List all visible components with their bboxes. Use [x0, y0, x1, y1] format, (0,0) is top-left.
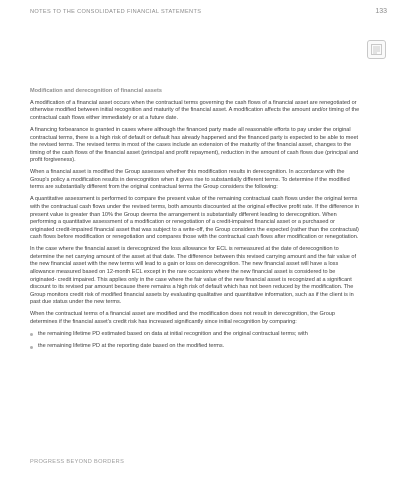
paragraph: In the case where the financial asset is derecognized the loss allowance for ECL is remeasured at the date of derecognition to determine the net carrying amount of the asset at that date. The difference between this revised carrying amount and the fair value of the new financial asset with the new terms will lead to a gain or loss on derecognition. The new financial asset will have a loss allowance measured based on 12-month ECL except in the rare occasions where the new financial asset is considered to be originated- credit impaired. This applies only in the case where the fair value of the new financial asset is recognized at a significant discount to its revised par amount because there remains a high risk of default which has not been reduced by the modification. The Group monitors credit risk of modified financial assets by evaluating qualitative and quantitative information, such as if the client is in past due status under the new terms. — [30, 246, 357, 306]
paragraph: When the contractual terms of a financial asset are modified and the modification does not result in derecognition, the Group determines if the financial asset's credit risk has increased significantly since initial recognition by comparing: — [30, 311, 335, 325]
bullet-icon — [30, 333, 33, 336]
paragraph: A quantitative assessment is performed to compare the present value of the remaining contractual cash flows under the original terms with the contractual cash flows under the revised terms, both amounts discounted at the original effective profit rate. If the difference in present value is greater than 10% the Group deems the arrangement is substantially different leading to derecognition. When performing a quantitative assessment of a modification or renegotiation of a credit-impaired financial asset or a purchased or originated credit-impaired financial asset that was subject to a write-off, the Group considers the expected (rather than the contractual) cash flows before modification or renegotiation and compares those with the contractual cash flows after modification or renegotiation. — [30, 196, 360, 241]
list-item — [30, 343, 360, 351]
paragraph: When a financial asset is modified the Group assesses whether this modification results in derecognition. In accordance with the Group's policy a modification results in derecognition when it gives rise to substantially different terms. To determine if the modified terms are substantially different from the original contractual terms the Group considers the following: — [30, 169, 350, 191]
paragraph: A financing forbearance is granted in cases where although the financed party made all reasonable efforts to pay under the original contractual terms, there is a high risk of default or default has already happened and the financed party is expected to be able to meet the revised terms. The revised terms in most of the cases include an extension of the maturity of the financial asset, changes to the timing of the cash flows of the financial asset (principal and profit repayment), reduction in the amount of cash flows due (principal and profit forgiveness). — [30, 126, 359, 164]
section-heading: Modification and derecognition of financial assets — [30, 88, 162, 94]
bullet-icon — [30, 346, 33, 349]
list-item-text: the remaining lifetime PD at the reporting date based on the modified terms. — [38, 343, 225, 350]
section-body — [30, 88, 360, 356]
bullet-list — [30, 331, 360, 351]
paragraph: A modification of a financial asset occurs when the contractual terms governing the cash flows of a financial asset are renegotiated or otherwise modified between initial recognition and maturity of the financial asset. A modification affects the amount and/or timing of the contractual cash flows either immediately or at a future date. — [30, 99, 360, 122]
running-header: NOTES TO THE CONSOLIDATED FINANCIAL STATEMENTS — [30, 9, 202, 15]
page-number: 133 — [375, 8, 387, 15]
table-of-contents-button[interactable] — [367, 40, 386, 59]
list-item-text: the remaining lifetime PD estimated based on data at initial recognition and the original contractual terms; with — [38, 330, 308, 337]
list-item — [30, 331, 360, 339]
table-of-contents-icon — [371, 44, 382, 55]
running-footer: PROGRESS BEYOND BORDERS — [30, 459, 125, 465]
